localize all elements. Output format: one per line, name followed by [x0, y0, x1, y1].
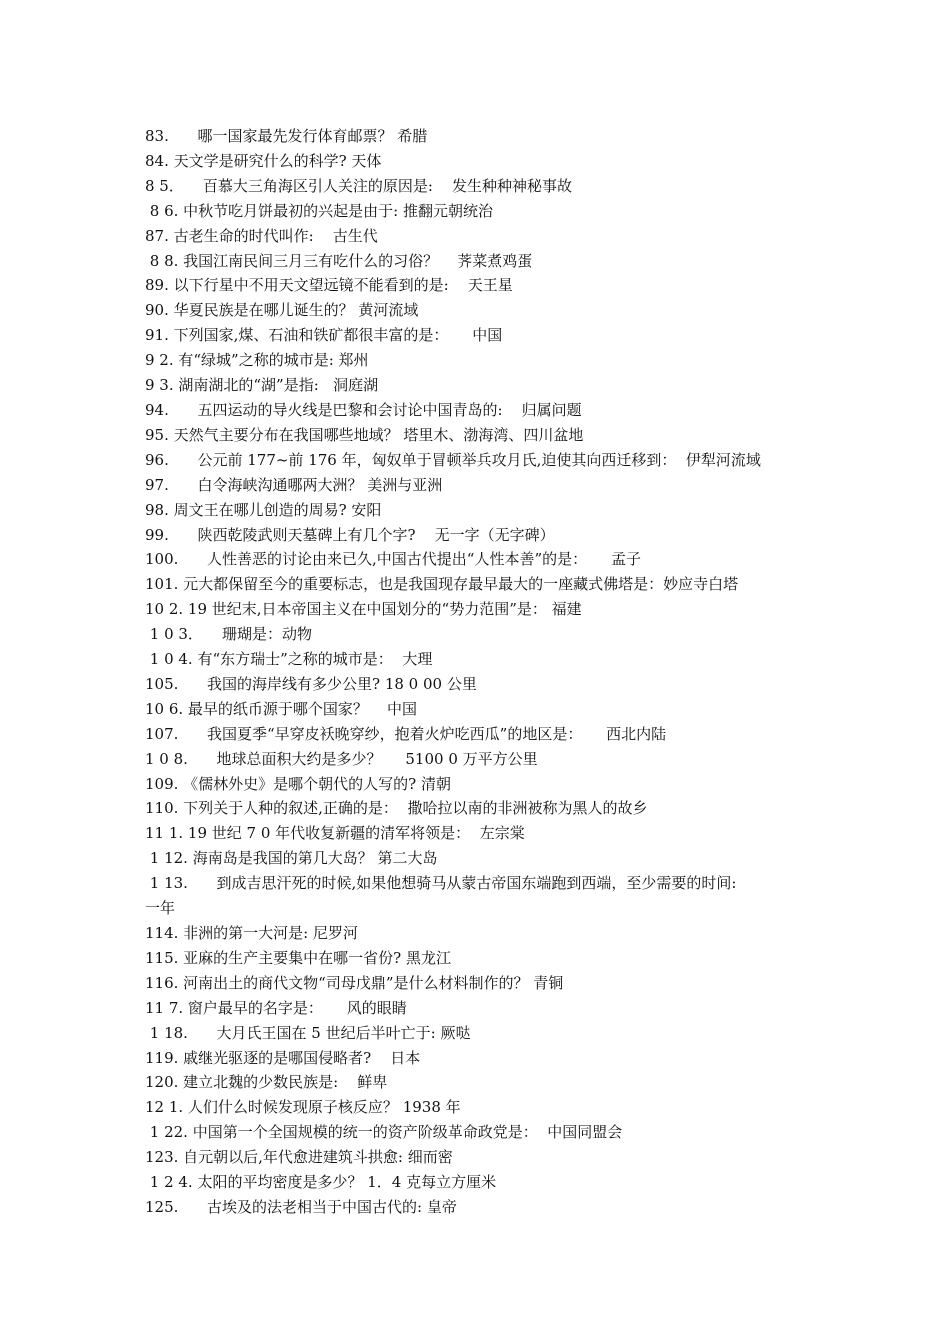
- text-line: 115. 亚麻的生产主要集中在哪一省份? 黑龙江: [145, 948, 451, 967]
- text-line: 96. 公元前 177~前 176 年，匈奴单于冒顿举兵攻月氏,迫使其向西迁移到： 伊犁河流域: [145, 450, 761, 469]
- text-line: 1 2 4. 太阳的平均密度是多少？ 1．4 克每立方厘米: [145, 1173, 497, 1192]
- text-line: 8 6. 中秋节吃月饼最初的兴起是由于: 推翻元朝统治: [145, 201, 493, 220]
- text-line: 83. 哪一国家最先发行体育邮票？ 希腊: [145, 127, 428, 145]
- text-line: 89. 以下行星中不用天文望远镜不能看到的是: 天王星: [145, 276, 513, 295]
- text-line: 1 0 8. 地球总面积大约是多少？ 5100 0 万平方公里: [145, 749, 538, 768]
- text-line: 8 8. 我国江南民间三月三有吃什么的习俗？ 荠菜煮鸡蛋: [145, 251, 533, 270]
- text-line: 10 6. 最早的纸币源于哪个国家？ 中国: [145, 699, 418, 718]
- text-line: 119. 戚继光驱逐的是哪国侵略者? 日本: [145, 1048, 421, 1067]
- text-line: 9 2. 有“绿城”之称的城市是: 郑州: [145, 351, 369, 370]
- text-line: 90. 华夏民族是在哪儿诞生的？ 黄河流域: [145, 301, 419, 320]
- text-line: 114. 非洲的第一大河是: 尼罗河: [145, 924, 358, 942]
- text-line: 100. 人性善恶的讨论由来已久,中国古代提出“人性本善”的是： 孟子: [145, 550, 641, 569]
- text-line: 110. 下列关于人种的叙述,正确的是： 撒哈拉以南的非洲被称为黑人的故乡: [145, 799, 648, 818]
- text-line: 1 22. 中国第一个全国规模的统一的资产阶级革命政党是： 中国同盟会: [145, 1123, 623, 1142]
- text-line: 107. 我国夏季“早穿皮袄晚穿纱，抱着火炉吃西瓜”的地区是： 西北内陆: [145, 724, 667, 743]
- text-line: 91. 下列国家,煤、石油和铁矿都很丰富的是： 中国: [145, 326, 503, 345]
- text-line: 8 5． 百慕大三角海区引人关注的原因是: 发生种种神秘事故: [145, 176, 573, 195]
- text-line: 9 3. 湖南湖北的“湖”是指: 洞庭湖: [145, 376, 379, 395]
- text-line: 105. 我国的海岸线有多少公里? 18 0 00 公里: [145, 674, 477, 693]
- text-line: 94. 五四运动的导火线是巴黎和会讨论中国青岛的: 归属问题: [145, 400, 582, 419]
- text-line: 123. 自元朝以后,年代愈进建筑斗拱愈: 细而密: [145, 1148, 453, 1167]
- text-line: 125. 古埃及的法老相当于中国古代的: 皇帝: [145, 1197, 457, 1216]
- text-line: 1 12. 海南岛是我国的第几大岛？ 第二大岛: [145, 849, 438, 868]
- text-line: 116. 河南出土的商代文物“司母戊鼎”是什么材料制作的？ 青铜: [145, 973, 564, 992]
- text-line: 97. 白令海峡沟通哪两大洲？ 美洲与亚洲: [145, 475, 443, 494]
- text-line: 95. 天然气主要分布在我国哪些地域？ 塔里木、渤海湾、四川盆地: [145, 425, 584, 444]
- text-line: 109. 《儒林外史》是哪个朝代的人写的? 清朝: [145, 774, 451, 793]
- text-line: 99. 陕西乾陵武则天墓碑上有几个字? 无一字（无字碑）: [145, 525, 555, 544]
- text-line: 98. 周文王在哪儿创造的周易? 安阳: [145, 500, 382, 519]
- text-line: 84. 天文学是研究什么的科学? 天体: [145, 151, 382, 170]
- text-line: 87. 古老生命的时代叫作: 古生代: [145, 226, 378, 245]
- text-line: 11 1. 19 世纪 7 0 年代收复新疆的清军将领是： 左宗棠: [145, 824, 525, 843]
- text-line: 1 13. 到成吉思汗死的时候,如果他想骑马从蒙古帝国东端跑到西端，至少需要的时间:: [145, 874, 737, 893]
- text-line: 11 7. 窗户最早的名字是： 风的眼睛: [145, 998, 407, 1017]
- text-line: 1 0 4. 有“东方瑞士”之称的城市是： 大理: [145, 650, 433, 669]
- text-line: 1 18. 大月氏王国在 5 世纪后半叶亡于: 厥哒: [145, 1023, 471, 1042]
- document-body: [145, 124, 815, 1220]
- text-line: 1 0 3． 珊瑚是：动物: [145, 625, 313, 644]
- text-line: 10 2. 19 世纪末,日本帝国主义在中国划分的“势力范围”是： 福建: [145, 600, 582, 619]
- text-line: 101. 元大都保留至今的重要标志，也是我国现存最早最大的一座藏式佛塔是：妙应寺白塔: [145, 575, 739, 594]
- text-line: 一年: [145, 899, 176, 918]
- text-line: 12 1. 人们什么时候发现原子核反应？ 1938 年: [145, 1098, 461, 1117]
- text-line: 120. 建立北魏的少数民族是: 鲜卑: [145, 1073, 388, 1092]
